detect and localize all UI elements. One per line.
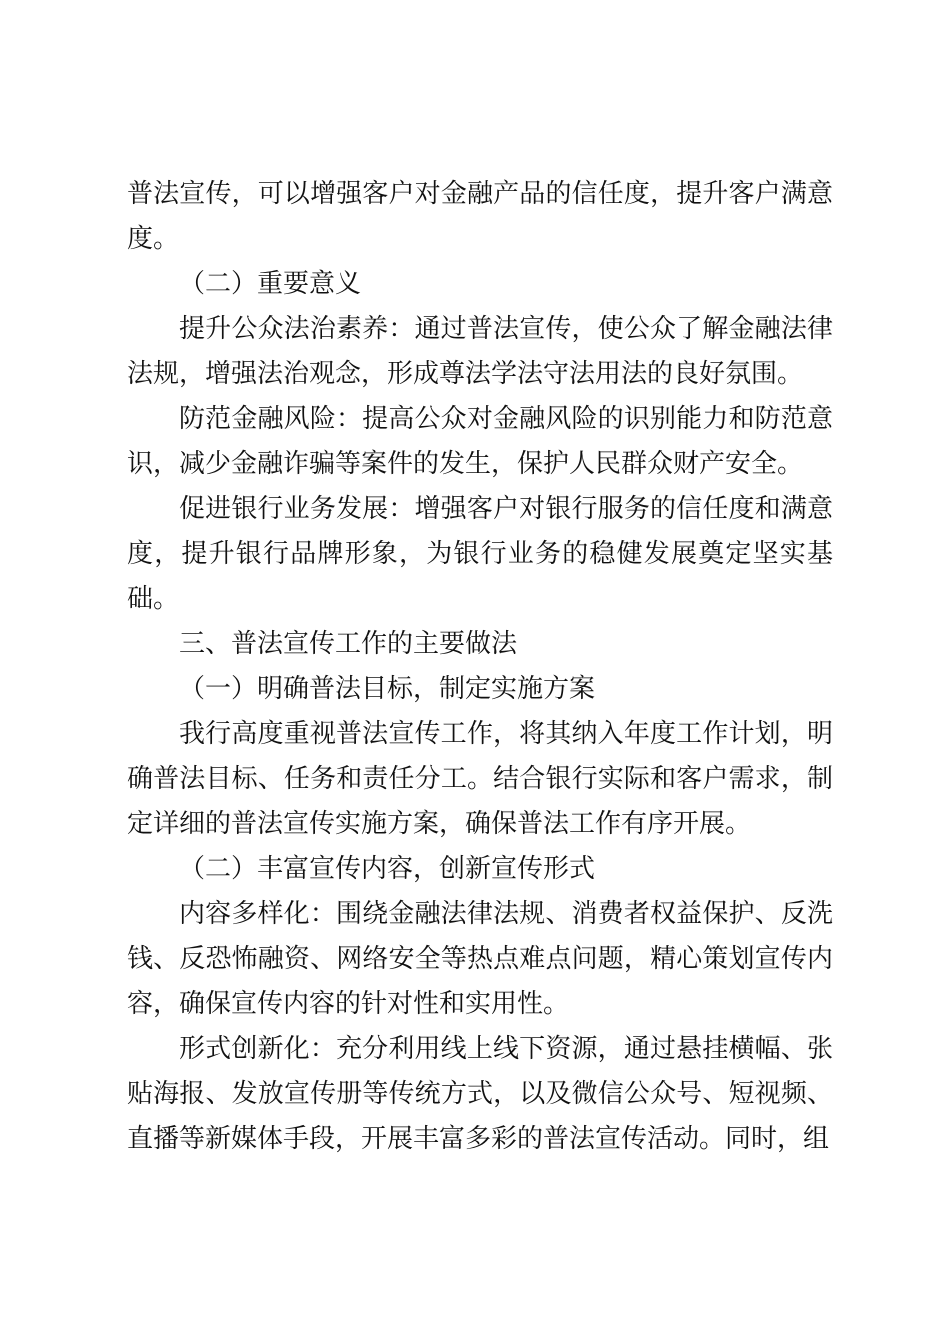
- subheading-enrich-content: （二）丰富宣传内容，创新宣传形式: [179, 854, 596, 884]
- subheading-importance: （二）重要意义: [179, 269, 362, 299]
- paragraph-legal-literacy: 提升公众法治素养：通过普法宣传，使公众了解金融法律法规，增强法治观念，形成尊法学法守法用法的良好氛围。: [127, 314, 833, 389]
- paragraph-continuation: 普法宣传，可以增强客户对金融产品的信任度，提升客户满意度。: [127, 179, 833, 254]
- section-heading-main-practices: 三、普法宣传工作的主要做法: [179, 629, 518, 659]
- paragraph-business-development: 促进银行业务发展：增强客户对银行服务的信任度和满意度，提升银行品牌形象，为银行业务的稳健发展奠定坚实基础。: [127, 494, 833, 614]
- paragraph-form-innovation: 形式创新化：充分利用线上线下资源，通过悬挂横幅、张贴海报、发放宣传册等传统方式，以及微信公众号、短视频、直播等新媒体手段，开展丰富多彩的普法宣传活动。同时，组: [127, 1034, 833, 1154]
- paragraph-work-plan: 我行高度重视普法宣传工作，将其纳入年度工作计划，明确普法目标、任务和责任分工。结合银行实际和客户需求，制定详细的普法宣传实施方案，确保普法工作有序开展。: [127, 719, 833, 839]
- paragraph-content-diversity: 内容多样化：围绕金融法律法规、消费者权益保护、反洗钱、反恐怖融资、网络安全等热点难点问题，精心策划宣传内容，确保宣传内容的针对性和实用性。: [127, 899, 833, 1019]
- paragraph-risk-prevention: 防范金融风险：提高公众对金融风险的识别能力和防范意识，减少金融诈骗等案件的发生，保护人民群众财产安全。: [127, 404, 833, 479]
- subheading-clarify-goals: （一）明确普法目标，制定实施方案: [179, 674, 596, 704]
- document-body: [127, 172, 833, 1162]
